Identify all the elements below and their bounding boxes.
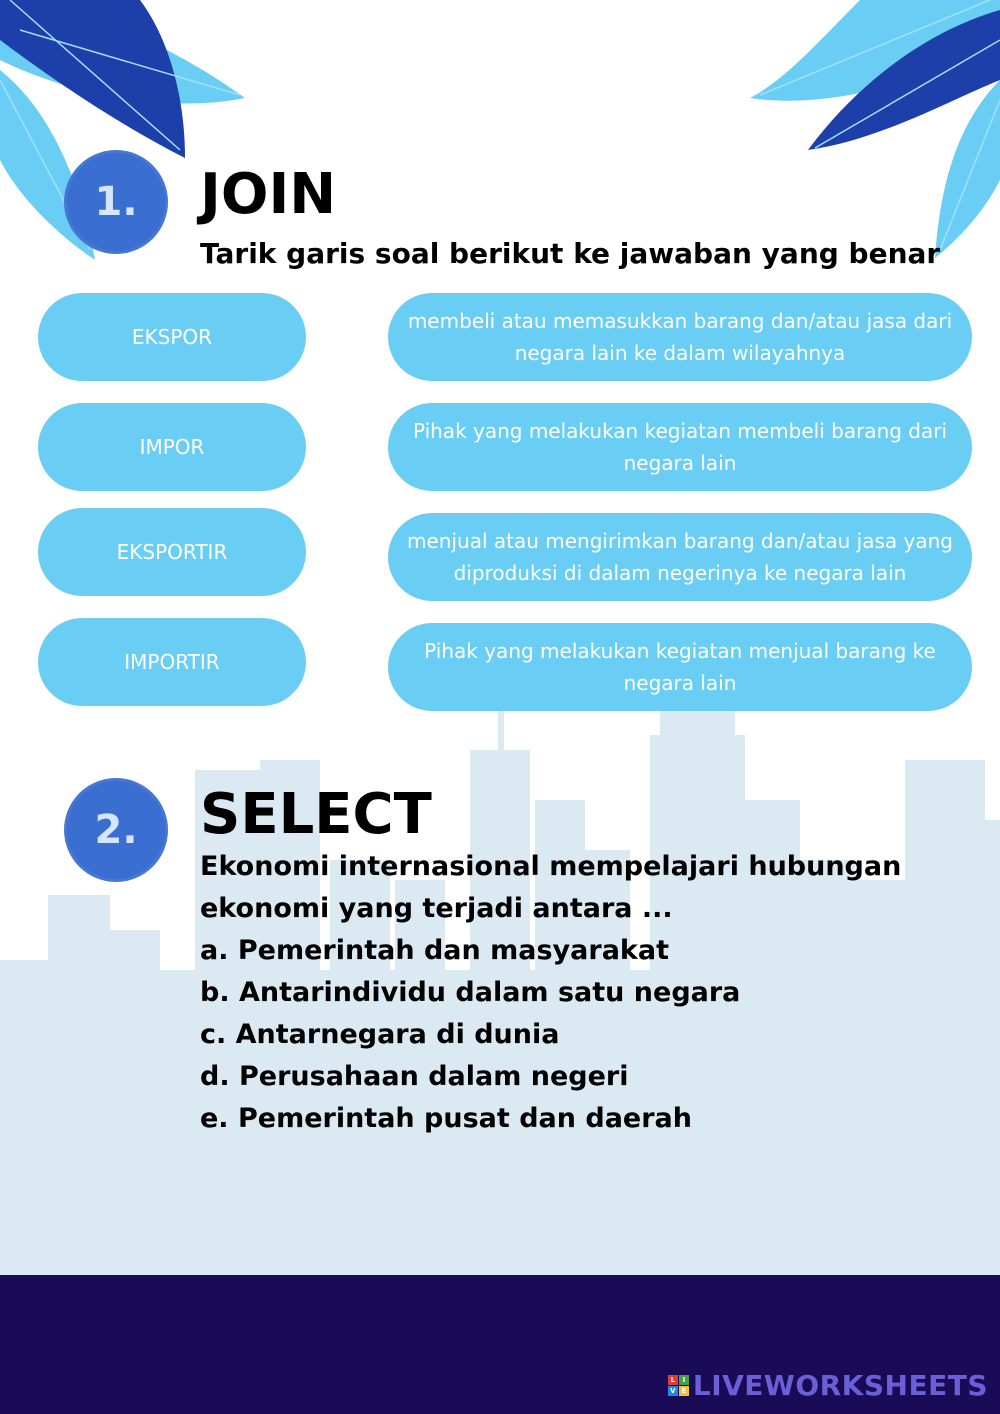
logo-letter: L	[668, 1375, 678, 1385]
term-pill-eksportir[interactable]: EKSPORTIR	[38, 508, 306, 596]
definition-pill-2[interactable]: Pihak yang melakukan kegiatan membeli barang dari negara lain	[388, 403, 972, 491]
question-block	[200, 846, 960, 1140]
leaf-decoration-top-right	[750, 0, 1000, 258]
logo-letter: E	[679, 1386, 689, 1396]
logo-text: LIVEWORKSHEETS	[692, 1369, 988, 1402]
section-1-title: JOIN	[200, 162, 337, 227]
definition-pill-3[interactable]: menjual atau mengirimkan barang dan/atau jasa yang diproduksi di dalam negerinya ke negara lain	[388, 513, 972, 601]
liveworksheets-logo[interactable]	[668, 1369, 988, 1402]
answer-option-a[interactable]: a. Pemerintah dan masyarakat	[200, 935, 669, 966]
section-2-title: SELECT	[200, 782, 432, 847]
logo-letter: I	[679, 1375, 689, 1385]
section-1-number-badge: 1.	[64, 150, 168, 254]
definition-pill-4[interactable]: Pihak yang melakukan kegiatan menjual barang ke negara lain	[388, 623, 972, 711]
term-pill-impor[interactable]: IMPOR	[38, 403, 306, 491]
logo-letter-grid-icon	[668, 1375, 689, 1396]
section-2-number-badge: 2.	[64, 778, 168, 882]
definition-pill-1[interactable]: membeli atau memasukkan barang dan/atau jasa dari negara lain ke dalam wilayahnya	[388, 293, 972, 381]
question-text-line-1: Ekonomi internasional mempelajari hubungan	[200, 851, 902, 882]
question-text-line-2: ekonomi yang terjadi antara ...	[200, 893, 673, 924]
answer-option-e[interactable]: e. Pemerintah pusat dan daerah	[200, 1103, 692, 1134]
section-1-instruction: Tarik garis soal berikut ke jawaban yang benar	[200, 237, 941, 270]
answer-option-d[interactable]: d. Perusahaan dalam negeri	[200, 1061, 629, 1092]
term-pill-ekspor[interactable]: EKSPOR	[38, 293, 306, 381]
logo-letter: V	[668, 1386, 678, 1396]
answer-option-c[interactable]: c. Antarnegara di dunia	[200, 1019, 560, 1050]
answer-option-b[interactable]: b. Antarindividu dalam satu negara	[200, 977, 741, 1008]
footer-bar	[0, 1275, 1000, 1414]
term-pill-importir[interactable]: IMPORTIR	[38, 618, 306, 706]
